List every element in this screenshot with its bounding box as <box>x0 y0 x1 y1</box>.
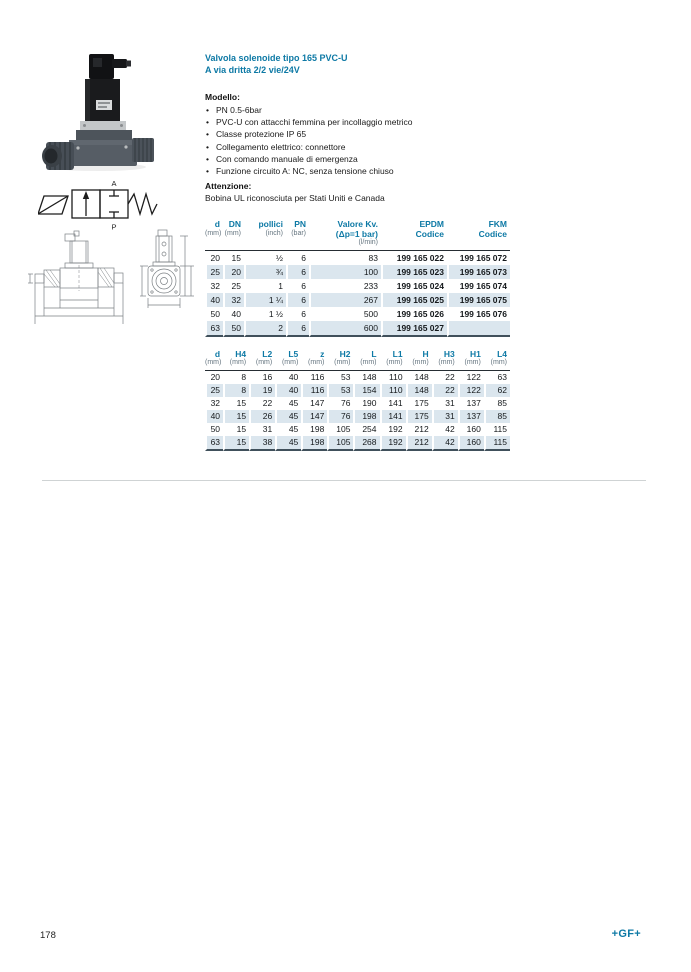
feature-item: • Funzione circuito A: NC, senza tensione chiuso <box>205 165 413 177</box>
column-header: L5 <box>288 349 299 359</box>
column-header: DN <box>228 219 241 229</box>
table-cell: 50 <box>205 423 223 436</box>
column-header: H4 <box>235 349 247 359</box>
table-row <box>205 397 510 410</box>
table-cell: 147 <box>301 397 327 410</box>
column-header: pollici <box>258 219 283 229</box>
column-header: L1 <box>392 349 403 359</box>
table-cell: 20 <box>205 371 223 384</box>
table-cell: 6 <box>286 321 309 337</box>
table-cell: 100 <box>309 265 381 279</box>
table-cell: 141 <box>380 397 406 410</box>
table-cell: 2 <box>244 321 286 337</box>
table-cell: ½ <box>244 251 286 265</box>
valve-photo-illustration <box>36 50 166 174</box>
table-cell: 148 <box>353 371 379 384</box>
table-cell: 110 <box>380 371 406 384</box>
table-cell: 267 <box>309 293 381 307</box>
column-header: H1 <box>469 349 481 359</box>
table-cell: 38 <box>249 436 275 451</box>
dimension-drawing-side-view <box>28 228 200 340</box>
column-subheader: (Δp=1 bar) <box>335 229 378 239</box>
column-unit <box>286 239 309 251</box>
table-cell: 500 <box>309 307 381 321</box>
table-cell: 42 <box>432 436 458 451</box>
table-cell: 40 <box>275 384 301 397</box>
column-unit: (mm) <box>249 359 275 371</box>
table-cell: 15 <box>223 410 249 423</box>
table-row <box>205 410 510 423</box>
column-header: PN <box>294 219 306 229</box>
table-cell: 85 <box>484 397 510 410</box>
table-cell: 31 <box>432 397 458 410</box>
table-cell: 1 <box>244 279 286 293</box>
table-cell: 154 <box>353 384 379 397</box>
table-cell: 25 <box>205 265 223 279</box>
table-cell: 199 165 026 <box>381 307 447 321</box>
table-cell: 25 <box>223 279 244 293</box>
table-cell: 175 <box>406 410 432 423</box>
table-cell: 26 <box>249 410 275 423</box>
table-row <box>205 293 510 307</box>
column-unit: (mm) <box>406 359 432 371</box>
feature-item: • Collegamento elettrico: connettore <box>205 141 413 153</box>
table-cell: 212 <box>406 436 432 451</box>
table-cell: 19 <box>249 384 275 397</box>
table-cell: 20 <box>223 265 244 279</box>
column-unit: (mm) <box>275 359 301 371</box>
column-subheader: (mm) <box>224 229 241 237</box>
table-cell: 22 <box>249 397 275 410</box>
brand-logo: +GF+ <box>611 928 641 940</box>
table-cell: 199 165 025 <box>381 293 447 307</box>
table-cell: 32 <box>223 293 244 307</box>
table-cell: 116 <box>301 371 327 384</box>
column-header: Valore Kv. <box>337 219 378 229</box>
table-cell: 122 <box>458 371 484 384</box>
table-cell: 6 <box>286 265 309 279</box>
column-header: EPDM <box>419 219 444 229</box>
table-cell: 8 <box>223 371 249 384</box>
product-title <box>205 52 348 76</box>
table-cell: 31 <box>432 410 458 423</box>
table-cell: 160 <box>458 423 484 436</box>
table-cell: 199 165 075 <box>447 293 510 307</box>
column-unit <box>223 239 244 251</box>
table-cell: 6 <box>286 279 309 293</box>
circuit-symbol-drawing <box>38 176 162 232</box>
column-header: H3 <box>443 349 455 359</box>
symbol-port-a-label: A <box>111 179 117 188</box>
table-cell: 40 <box>223 307 244 321</box>
table-cell: 53 <box>327 371 353 384</box>
table-cell: 25 <box>205 384 223 397</box>
table-cell: 199 165 072 <box>447 251 510 265</box>
column-unit: (mm) <box>205 359 223 371</box>
column-unit: (mm) <box>380 359 406 371</box>
table-row <box>205 423 510 436</box>
column-subheader: Codice <box>478 229 507 239</box>
table-cell: 147 <box>301 410 327 423</box>
table-cell: 63 <box>205 321 223 337</box>
model-heading: Modello: <box>205 92 240 102</box>
column-unit: (mm) <box>327 359 353 371</box>
dimension-drawings <box>28 228 200 340</box>
feature-item: • Classe protezione IP 65 <box>205 128 413 140</box>
table-row <box>205 279 510 293</box>
table-cell: 8 <box>223 384 249 397</box>
column-header: L2 <box>262 349 273 359</box>
table-cell: 45 <box>275 436 301 451</box>
table-cell: 62 <box>484 384 510 397</box>
table-cell: 40 <box>205 410 223 423</box>
divider-line <box>42 480 646 481</box>
column-header: L4 <box>497 349 507 359</box>
table-cell: 268 <box>353 436 379 451</box>
column-subheader: (bar) <box>291 229 306 237</box>
table-cell: 148 <box>406 384 432 397</box>
table-cell: 199 165 024 <box>381 279 447 293</box>
table-cell: 15 <box>223 436 249 451</box>
table-cell: 233 <box>309 279 381 293</box>
table-cell: 1 ½ <box>244 307 286 321</box>
table-cell: 85 <box>484 410 510 423</box>
table-row <box>205 321 510 337</box>
table-cell: 50 <box>223 321 244 337</box>
table-cell: 45 <box>275 423 301 436</box>
dimension-table <box>205 349 510 451</box>
column-header: H <box>422 349 429 359</box>
table-cell: 105 <box>327 436 353 451</box>
table-cell: 42 <box>432 423 458 436</box>
column-subheader: (mm) <box>205 229 222 237</box>
column-unit <box>244 239 286 251</box>
table-cell: 122 <box>458 384 484 397</box>
column-header: d <box>214 349 221 359</box>
table-cell: 6 <box>286 293 309 307</box>
table-cell: 6 <box>286 307 309 321</box>
table-cell: 115 <box>484 436 510 451</box>
table-cell: 76 <box>327 397 353 410</box>
column-header: H2 <box>339 349 351 359</box>
table-cell: 16 <box>249 371 275 384</box>
table-cell: 22 <box>432 384 458 397</box>
table-cell: 45 <box>275 397 301 410</box>
product-title-line2: A via dritta 2/2 vie/24V <box>205 65 300 75</box>
table-cell: 198 <box>301 436 327 451</box>
product-title-line1: Valvola solenoide tipo 165 PVC-U <box>205 53 348 63</box>
table-cell: 31 <box>249 423 275 436</box>
column-unit: (mm) <box>301 359 327 371</box>
table-cell: 63 <box>205 436 223 451</box>
article-table <box>205 219 510 337</box>
table-cell: 6 <box>286 251 309 265</box>
table-row <box>205 384 510 397</box>
table-cell: ¾ <box>244 265 286 279</box>
table-cell: 148 <box>406 371 432 384</box>
table-cell: 192 <box>380 436 406 451</box>
table-cell: 175 <box>406 397 432 410</box>
column-header: d <box>214 219 220 229</box>
feature-item: • Con comando manuale di emergenza <box>205 153 413 165</box>
table-cell: 190 <box>353 397 379 410</box>
table-cell: 15 <box>223 251 244 265</box>
column-subheader: Codice <box>415 229 444 239</box>
table-cell: 212 <box>406 423 432 436</box>
table-row <box>205 307 510 321</box>
table-cell <box>447 321 510 337</box>
column-unit: (l/min) <box>309 239 381 251</box>
column-header: L <box>371 349 377 359</box>
table-cell: 198 <box>353 410 379 423</box>
column-unit: (mm) <box>353 359 379 371</box>
column-unit: (mm) <box>458 359 484 371</box>
table-cell: 53 <box>327 384 353 397</box>
table-cell: 137 <box>458 410 484 423</box>
spring-icon <box>128 194 157 214</box>
product-photo <box>36 50 166 174</box>
table-cell: 76 <box>327 410 353 423</box>
table-cell: 199 165 076 <box>447 307 510 321</box>
table-row <box>205 371 510 384</box>
table-cell: 198 <box>301 423 327 436</box>
column-unit <box>447 239 510 251</box>
table-cell: 141 <box>380 410 406 423</box>
table-cell: 199 165 073 <box>447 265 510 279</box>
table-cell: 15 <box>223 423 249 436</box>
table-cell: 137 <box>458 397 484 410</box>
column-unit: (mm) <box>484 359 510 371</box>
feature-item: • PVC-U con attacchi femmina per incollaggio metrico <box>205 116 413 128</box>
table-row <box>205 265 510 279</box>
table-cell: 115 <box>484 423 510 436</box>
valve-circuit-symbol <box>38 176 162 232</box>
table-cell: 83 <box>309 251 381 265</box>
table-cell: 254 <box>353 423 379 436</box>
table-cell: 50 <box>205 307 223 321</box>
column-unit <box>205 239 223 251</box>
table-cell: 20 <box>205 251 223 265</box>
table-cell: 199 165 022 <box>381 251 447 265</box>
table-cell: 15 <box>223 397 249 410</box>
column-unit: (mm) <box>223 359 249 371</box>
warning-heading: Attenzione: <box>205 181 252 191</box>
symbol-port-p-label: P <box>111 222 117 232</box>
table-cell: 199 165 074 <box>447 279 510 293</box>
table-cell: 40 <box>275 371 301 384</box>
page-number: 178 <box>40 930 56 941</box>
column-header: z <box>320 349 325 359</box>
column-unit: (mm) <box>432 359 458 371</box>
table-row <box>205 251 510 265</box>
table-cell: 32 <box>205 397 223 410</box>
table-cell: 1 ¼ <box>244 293 286 307</box>
table-cell: 110 <box>380 384 406 397</box>
feature-item: • PN 0.5-6bar <box>205 104 413 116</box>
table-cell: 105 <box>327 423 353 436</box>
table-row <box>205 436 510 451</box>
table-cell: 22 <box>432 371 458 384</box>
table-cell: 63 <box>484 371 510 384</box>
table-cell: 160 <box>458 436 484 451</box>
table-cell: 116 <box>301 384 327 397</box>
table-cell: 45 <box>275 410 301 423</box>
warning-text: Bobina UL riconosciuta per Stati Uniti e Canada <box>205 193 385 203</box>
table-cell: 600 <box>309 321 381 337</box>
table-cell: 40 <box>205 293 223 307</box>
table-cell: 192 <box>380 423 406 436</box>
column-unit <box>381 239 447 251</box>
table-cell: 199 165 023 <box>381 265 447 279</box>
column-subheader: (inch) <box>265 229 283 237</box>
feature-list <box>205 104 413 177</box>
column-header: FKM <box>488 219 507 229</box>
table-cell: 32 <box>205 279 223 293</box>
table-cell: 199 165 027 <box>381 321 447 337</box>
